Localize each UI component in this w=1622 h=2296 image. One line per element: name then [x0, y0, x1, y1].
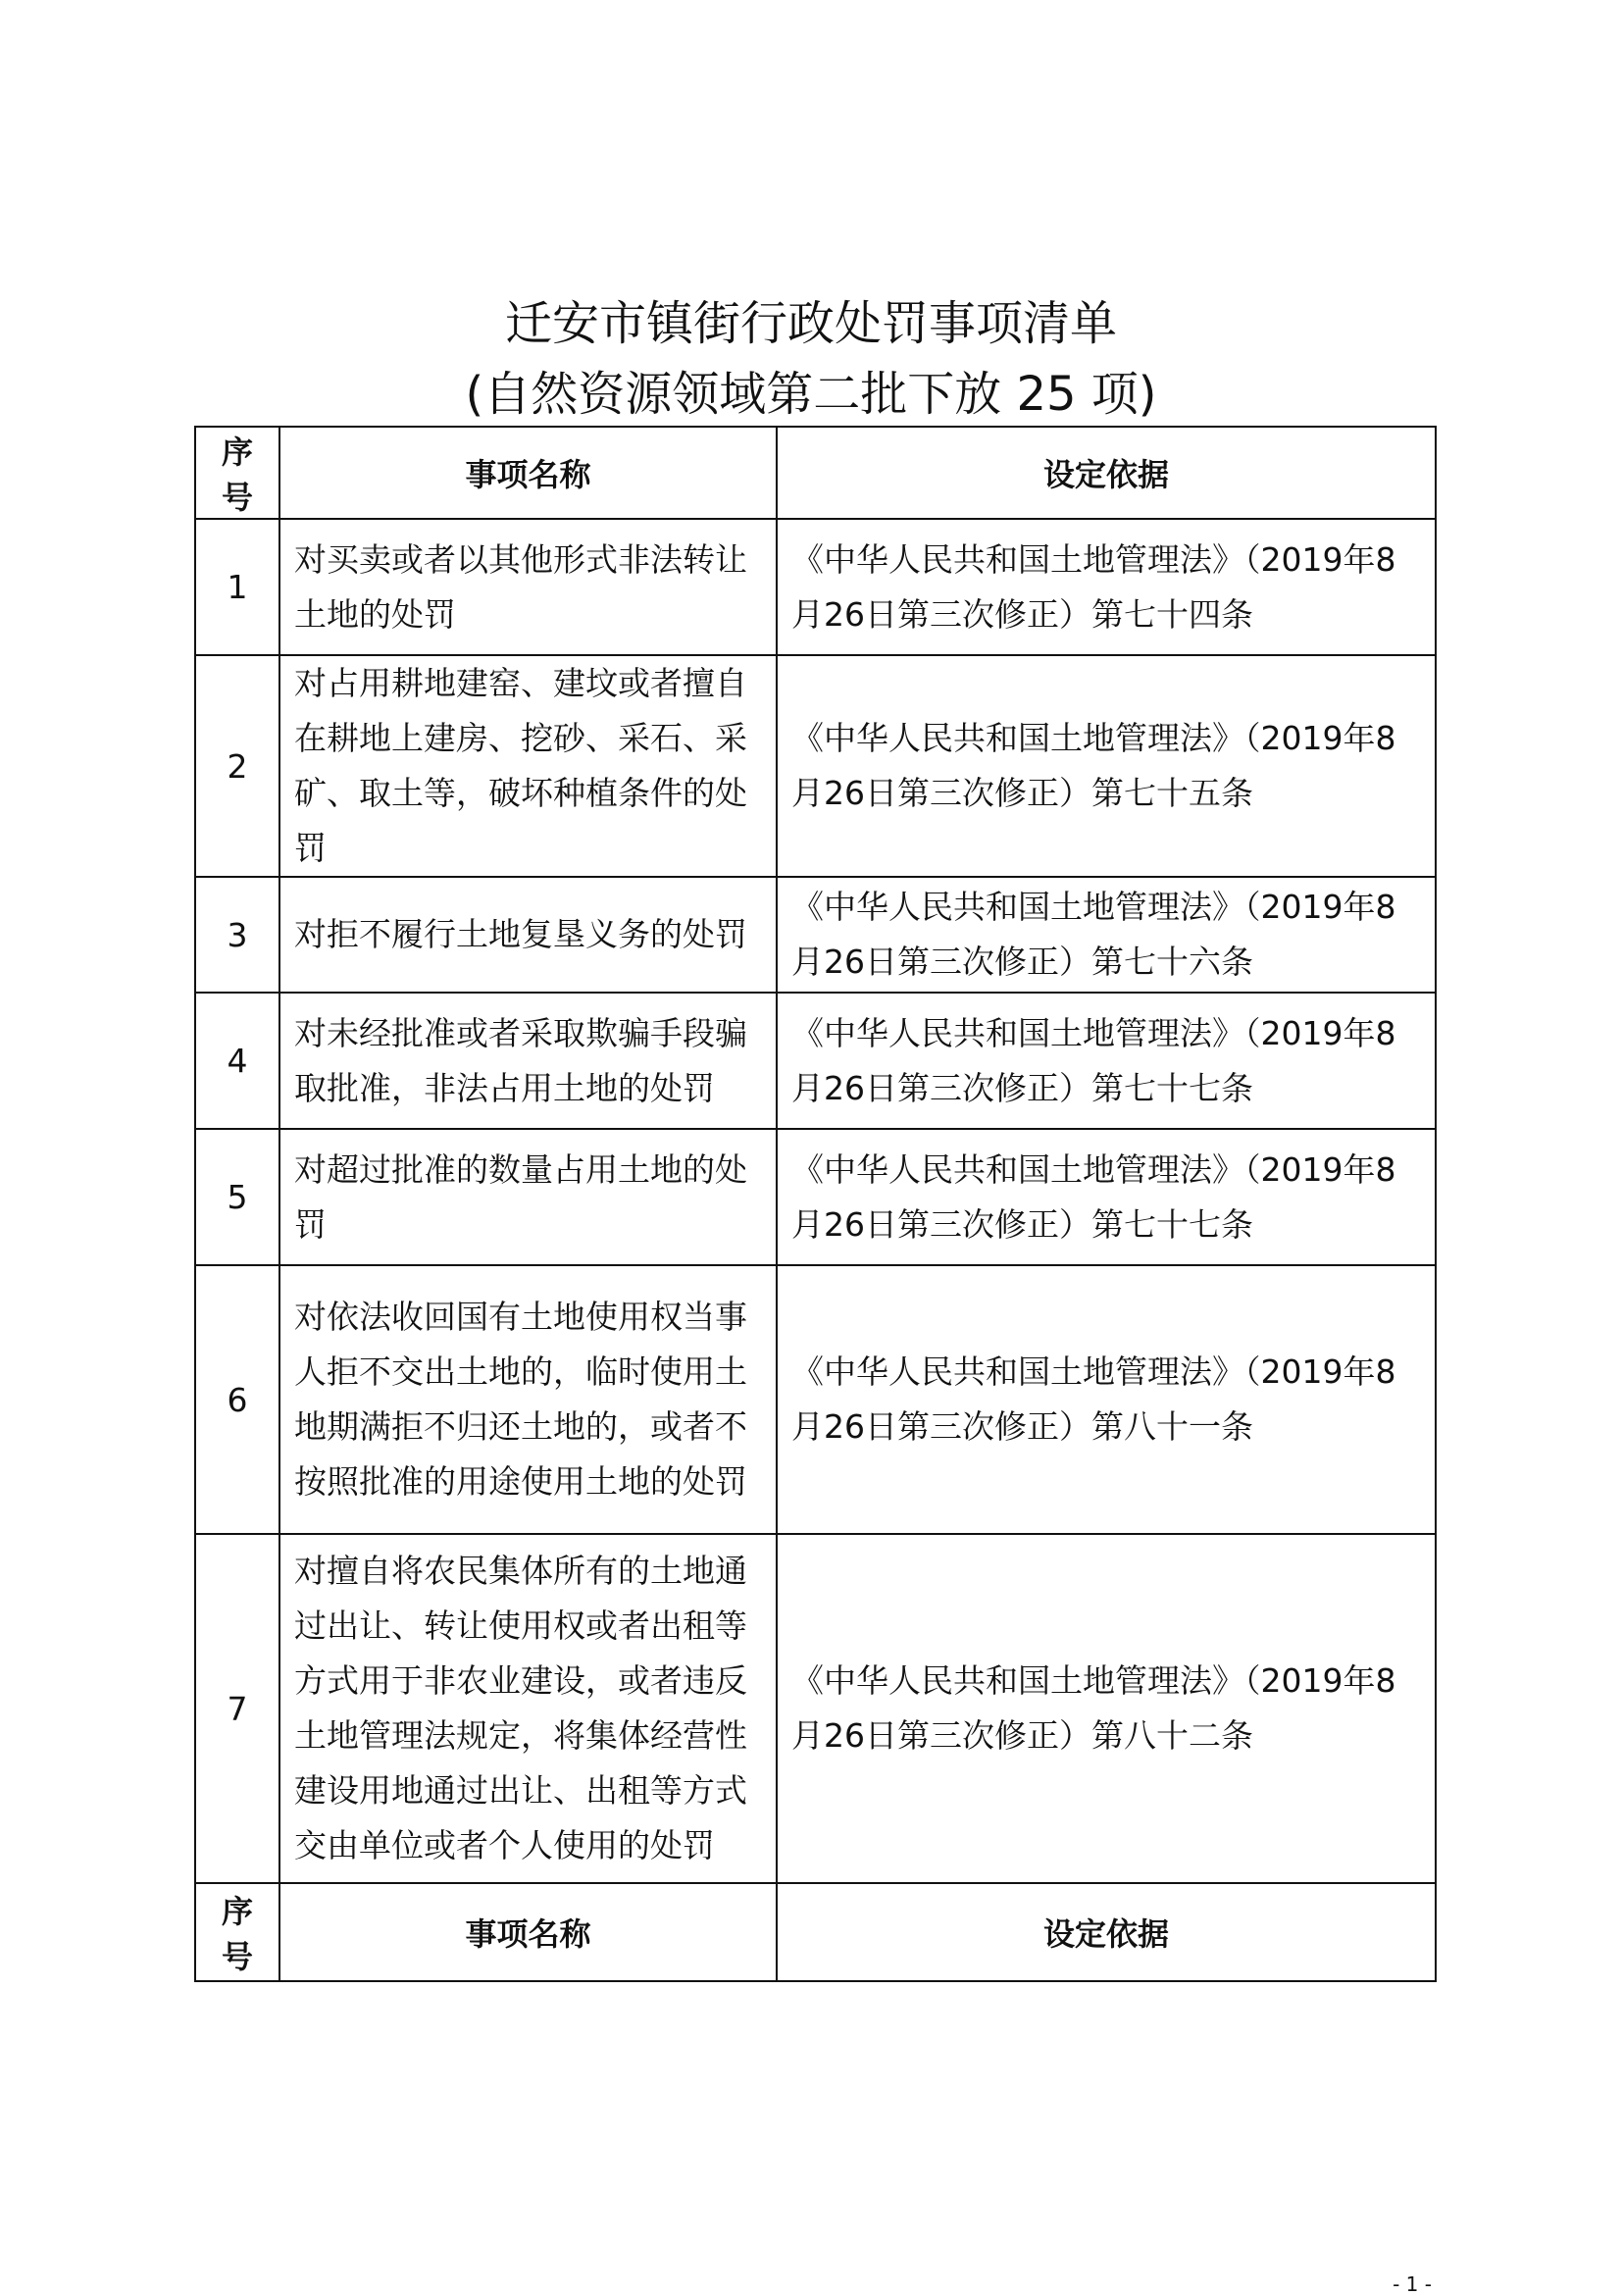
footer-header-basis: 设定依据	[777, 1883, 1436, 1981]
table-row	[195, 519, 1436, 655]
row-item-name: 对拒不履行土地复垦义务的处罚	[279, 877, 777, 993]
row-no: 1	[195, 519, 279, 655]
row-item-name: 对依法收回国有土地使用权当事人拒不交出土地的，临时使用土地期满拒不归还土地的，或者不按照批准的用途使用土地的处罚	[279, 1265, 777, 1534]
table-row	[195, 877, 1436, 993]
table-row	[195, 655, 1436, 877]
row-no: 2	[195, 655, 279, 877]
row-basis: 《中华人民共和国土地管理法》（2019年8月26日第三次修正）第七十七条	[777, 1129, 1436, 1265]
row-basis: 《中华人民共和国土地管理法》（2019年8月26日第三次修正）第七十七条	[777, 993, 1436, 1129]
row-no: 6	[195, 1265, 279, 1534]
header-no: 序号	[195, 427, 279, 519]
row-basis: 《中华人民共和国土地管理法》（2019年8月26日第三次修正）第七十六条	[777, 877, 1436, 993]
row-no: 5	[195, 1129, 279, 1265]
table-row	[195, 1265, 1436, 1534]
row-no: 7	[195, 1534, 279, 1883]
table-header-row	[195, 427, 1436, 519]
row-no: 3	[195, 877, 279, 993]
header-basis: 设定依据	[777, 427, 1436, 519]
footer-header-name: 事项名称	[279, 1883, 777, 1981]
table-row	[195, 1129, 1436, 1265]
row-basis: 《中华人民共和国土地管理法》（2019年8月26日第三次修正）第八十二条	[777, 1534, 1436, 1883]
page-number: - 1 -	[1393, 2272, 1432, 2296]
row-item-name: 对占用耕地建窑、建坟或者擅自在耕地上建房、挖砂、采石、采矿、取土等，破坏种植条件的处罚	[279, 655, 777, 877]
row-no: 4	[195, 993, 279, 1129]
row-item-name: 对超过批准的数量占用土地的处罚	[279, 1129, 777, 1265]
row-item-name: 对未经批准或者采取欺骗手段骗取批准，非法占用土地的处罚	[279, 993, 777, 1129]
document-title: 迁安市镇街行政处罚事项清单	[504, 296, 1117, 351]
header-name: 事项名称	[279, 427, 777, 519]
penalty-items-table	[194, 426, 1437, 1982]
table-row	[195, 993, 1436, 1129]
footer-header-no: 序号	[195, 1883, 279, 1981]
row-basis: 《中华人民共和国土地管理法》（2019年8月26日第三次修正）第七十五条	[777, 655, 1436, 877]
table-row	[195, 1534, 1436, 1883]
row-basis: 《中华人民共和国土地管理法》（2019年8月26日第三次修正）第七十四条	[777, 519, 1436, 655]
row-item-name: 对买卖或者以其他形式非法转让土地的处罚	[279, 519, 777, 655]
row-basis: 《中华人民共和国土地管理法》（2019年8月26日第三次修正）第八十一条	[777, 1265, 1436, 1534]
table-footer-header-row	[195, 1883, 1436, 1981]
document-subtitle: (自然资源领域第二批下放 25 项)	[465, 367, 1157, 422]
row-item-name: 对擅自将农民集体所有的土地通过出让、转让使用权或者出租等方式用于非农业建设，或者违反土地管理法规定，将集体经营性建设用地通过出让、出租等方式交由单位或者个人使用的处罚	[279, 1534, 777, 1883]
